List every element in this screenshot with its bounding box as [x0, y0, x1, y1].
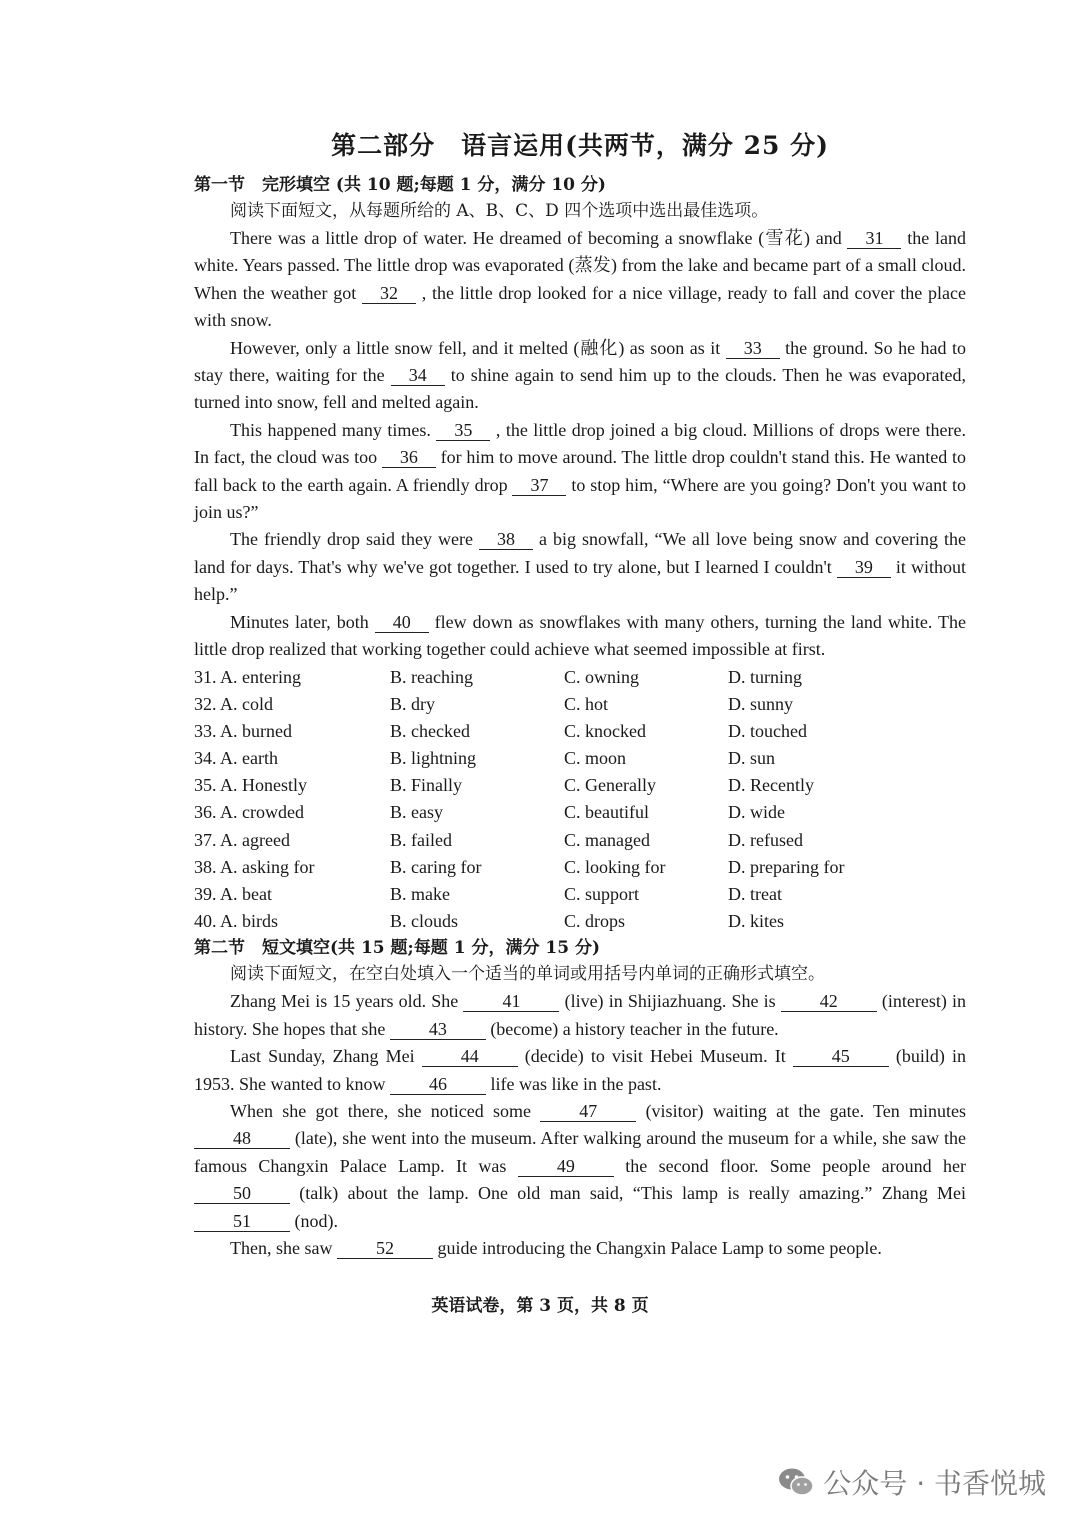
option-choice: C. drops — [564, 911, 626, 932]
option-row — [194, 881, 966, 908]
answer-blank-34: 34 — [391, 365, 445, 386]
option-row — [194, 908, 966, 935]
answer-blank-33: 33 — [726, 338, 780, 359]
option-row — [194, 827, 966, 854]
cloze-options — [194, 664, 966, 936]
option-choice: B. failed — [390, 829, 452, 850]
option-choice: 33. A. burned — [194, 720, 292, 741]
option-choice: C. managed — [564, 829, 650, 850]
answer-blank-43: 43 — [390, 1019, 486, 1040]
passage-paragraph: Last Sunday, Zhang Mei 44 (decide) to visit Hebei Museum. It 45 (build) in 1953. She wanted to know 46 life was like in the past. — [194, 1046, 966, 1094]
answer-blank-37: 37 — [512, 475, 566, 496]
option-row — [194, 664, 966, 691]
passage-paragraph: This happened many times. 35 , the little drop joined a big cloud. Millions of drops were there. In fact, the cloud was too 36 for him to move around. The little drop couldn't stand this. He wanted to fall back to the earth again. A friendly drop 37 to stop him, “Where are you going? Don't you want to join us?” — [194, 419, 966, 523]
option-choice: B. Finally — [390, 775, 463, 796]
passage-paragraph: Then, she saw 52 guide introducing the Changxin Palace Lamp to some people. — [230, 1238, 882, 1259]
answer-blank-50: 50 — [194, 1183, 290, 1204]
option-choice: 38. A. asking for — [194, 856, 315, 877]
option-choice: 37. A. agreed — [194, 829, 290, 850]
option-choice: C. moon — [564, 748, 627, 769]
answer-blank-44: 44 — [422, 1046, 518, 1067]
option-choice: C. beautiful — [564, 802, 649, 823]
option-row — [194, 745, 966, 772]
passage-paragraph: There was a little drop of water. He dreamed of becoming a snowflake (雪花) and 31 the land white. Years passed. The little drop was evaporated (蒸发) from the lake and became part of a small cloud. When the weather got 32 , the little drop looked for a nice village, ready to fall and cover the place with snow. — [194, 228, 966, 331]
passage-paragraph: Zhang Mei is 15 years old. She 41 (live) in Shijiazhuang. She is 42 (interest) in history. She hopes that she 43 (become) a history teacher in the future. — [194, 991, 966, 1039]
section1-title: 第一节 完形填空 (共 10 题;每题 1 分，满分 10 分) — [194, 175, 606, 195]
answer-blank-45: 45 — [793, 1046, 889, 1067]
passage-paragraph: However, only a little snow fell, and it melted (融化) as soon as it 33 the ground. So he had to stay there, waiting for the 34 to shine again to send him up to the clouds. Then he was evaporated, turned into snow, fell and melted again. — [194, 337, 966, 413]
option-choice: B. dry — [390, 693, 435, 714]
fill-in-passage — [194, 988, 966, 1262]
option-choice: D. wide — [728, 802, 785, 823]
option-choice: B. easy — [390, 802, 443, 823]
option-choice: D. sunny — [728, 693, 794, 714]
answer-blank-38: 38 — [479, 529, 533, 550]
option-choice: C. owning — [564, 666, 640, 687]
option-choice: C. support — [564, 884, 640, 904]
answer-blank-31: 31 — [847, 228, 901, 249]
section2-title: 第二节 短文填空(共 15 题;每题 1 分，满分 15 分) — [194, 938, 601, 959]
part-title: 第二部分 语言运用(共两节，满分 25 分) — [331, 131, 829, 160]
passage-paragraph: When she got there, she noticed some 47 (visitor) waiting at the gate. Ten minutes 48 (late), she went into the museum. After walking around the museum for a while, she saw the famous Changxin Palace Lamp. It was 49 the second floor. Some people around her 50 (talk) about the lamp. One old man said, “This lamp is really amazing.” Zhang Mei 51 (nod). — [194, 1101, 967, 1231]
option-choice: 40. A. birds — [194, 911, 279, 932]
answer-blank-51: 51 — [194, 1211, 290, 1232]
answer-blank-46: 46 — [390, 1074, 486, 1095]
option-row — [194, 718, 966, 745]
option-choice: C. looking for — [564, 856, 666, 877]
option-choice: C. Generally — [564, 775, 656, 796]
answer-blank-36: 36 — [382, 447, 436, 468]
watermark-text: 公众号 · 书香悦城 — [823, 1467, 1046, 1500]
option-choice: 36. A. crowded — [194, 802, 304, 823]
option-choice: B. caring for — [390, 856, 482, 877]
option-choice: 32. A. cold — [194, 693, 273, 714]
answer-blank-39: 39 — [837, 557, 891, 578]
option-choice: D. refused — [728, 829, 803, 850]
option-choice: B. clouds — [390, 911, 459, 932]
option-choice: D. kites — [728, 911, 784, 932]
option-row — [194, 772, 966, 799]
answer-blank-52: 52 — [337, 1238, 433, 1259]
section2-instruction: 阅读下面短文，在空白处填入一个适当的单词或用括号内单词的正确形式填空。 — [230, 964, 825, 985]
option-choice: D. Recently — [728, 775, 814, 796]
answer-blank-35: 35 — [436, 420, 490, 441]
option-choice: D. preparing for — [728, 856, 845, 877]
answer-blank-40: 40 — [375, 612, 429, 633]
option-row — [194, 854, 966, 881]
option-choice: D. touched — [728, 720, 807, 741]
option-choice: B. checked — [390, 720, 470, 741]
option-choice: 39. A. beat — [194, 884, 272, 904]
wechat-icon — [777, 1466, 815, 1498]
answer-blank-41: 41 — [463, 991, 559, 1012]
option-choice: B. reaching — [390, 666, 473, 687]
cloze-passage — [194, 225, 966, 664]
option-choice: D. treat — [728, 884, 782, 904]
option-row — [194, 691, 966, 718]
option-choice: 35. A. Honestly — [194, 775, 308, 796]
option-choice: 34. A. earth — [194, 748, 278, 769]
option-choice: C. knocked — [564, 720, 646, 741]
option-choice: B. make — [390, 884, 450, 904]
option-choice: D. turning — [728, 666, 802, 687]
watermark — [777, 1462, 1046, 1502]
answer-blank-32: 32 — [362, 283, 416, 304]
option-choice: C. hot — [564, 693, 609, 714]
passage-paragraph: Minutes later, both 40 flew down as snowflakes with many others, turning the land white. The little drop realized that working together could achieve what seemed impossible at first. — [194, 611, 966, 660]
option-choice: B. lightning — [390, 748, 477, 769]
page-footer: 英语试卷，第 3 页，共 8 页 — [431, 1296, 649, 1316]
section1-instruction: 阅读下面短文，从每题所给的 A、B、C、D 四个选项中选出最佳选项。 — [230, 201, 769, 221]
passage-paragraph: The friendly drop said they were 38 a big snowfall, “We all love being snow and covering the land for days. That's why we've got together. I used to try alone, but I learned I couldn't 39 it without help.” — [194, 529, 966, 605]
exam-page — [194, 126, 966, 1262]
option-row — [194, 799, 966, 826]
answer-blank-42: 42 — [781, 991, 877, 1012]
answer-blank-49: 49 — [518, 1156, 614, 1177]
answer-blank-47: 47 — [540, 1101, 636, 1122]
option-choice: 31. A. entering — [194, 666, 301, 687]
option-choice: D. sun — [728, 748, 776, 769]
answer-blank-48: 48 — [194, 1128, 290, 1149]
